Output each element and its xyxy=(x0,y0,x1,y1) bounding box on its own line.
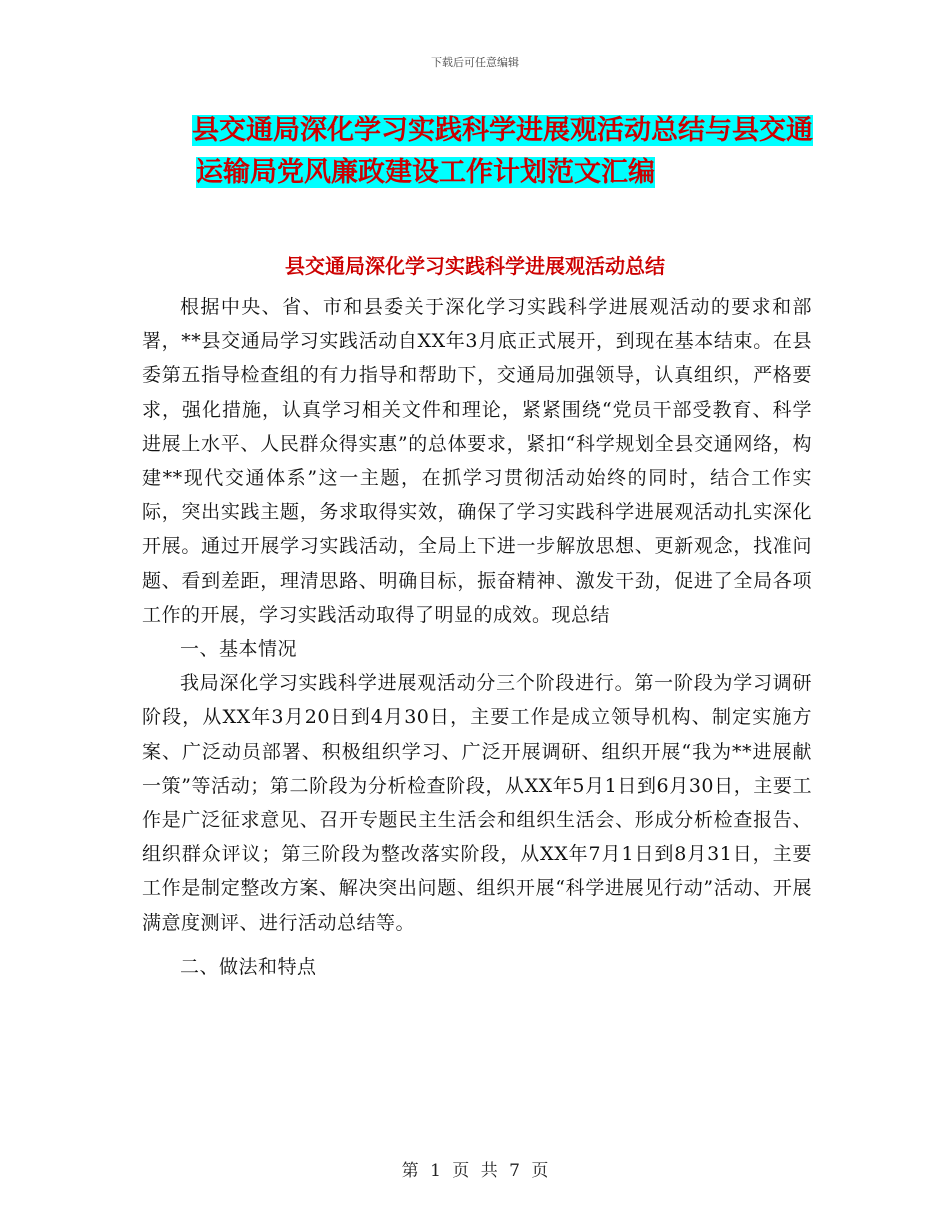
heading-methods: 二、做法和特点 xyxy=(180,955,317,978)
title-line-2: 运输局党风廉政建设工作计划范文汇编 xyxy=(196,157,655,188)
title-line-1: 县交通局深化学习实践科学进展观活动总结与县交通 xyxy=(192,115,813,146)
page-footer: 第 1 页 共 7 页 xyxy=(401,1161,549,1181)
section-title: 县交通局深化学习实践科学进展观活动总结 xyxy=(285,254,665,278)
document-body xyxy=(142,290,812,984)
document-title xyxy=(140,110,820,194)
paragraph-intro: 根据中央、省、市和县委关于深化学习实践科学进展观活动的要求和部署，**县交通局学习实践活动自XX年3月底正式展开，到现在基本结束。在县委第五指导检查组的有力指导和帮助下，交通局加强领导，认真组织，严格要求，强化措施，认真学习相关文件和理论，紧紧围绕“党员干部受教育、科学进展上水平、人民群众得实惠”的总体要求，紧扣“科学规划全县交通网络，构建**现代交通体系”这一主题，在抓学习贯彻活动始终的同时，结合工作实际，突出实践主题，务求取得实效，确保了学习实践科学进展观活动扎实深化开展。通过开展学习实践活动，全局上下进一步解放思想、更新观念，找准问题、看到差距，理清思路、明确目标，振奋精神、激发干劲，促进了全局各项工作的开展，学习实践活动取得了明显的成效。现总结 xyxy=(142,296,812,626)
heading-basic-situation: 一、基本情况 xyxy=(180,638,298,661)
header-note: 下载后可任意编辑 xyxy=(431,56,519,69)
paragraph-stages: 我局深化学习实践科学进展观活动分三个阶段进行。第一阶段为学习调研阶段，从XX年3月20日到4月30日，主要工作是成立领导机构、制定实施方案、广泛动员部署、积极组织学习、广泛开展调研、组织开展“我为**进展献一策”等活动；第二阶段为分析检查阶段，从XX年5月1日到6月30日，主要工作是广泛征求意见、召开专题民主生活会和组织生活会、形成分析检查报告、组织群众评议；第三阶段为整改落实阶段，从XX年7月1日到8月31日，主要工作是制定整改方案、解决突出问题、组织开展“科学进展见行动”活动、开展满意度测评、进行活动总结等。 xyxy=(142,672,812,934)
